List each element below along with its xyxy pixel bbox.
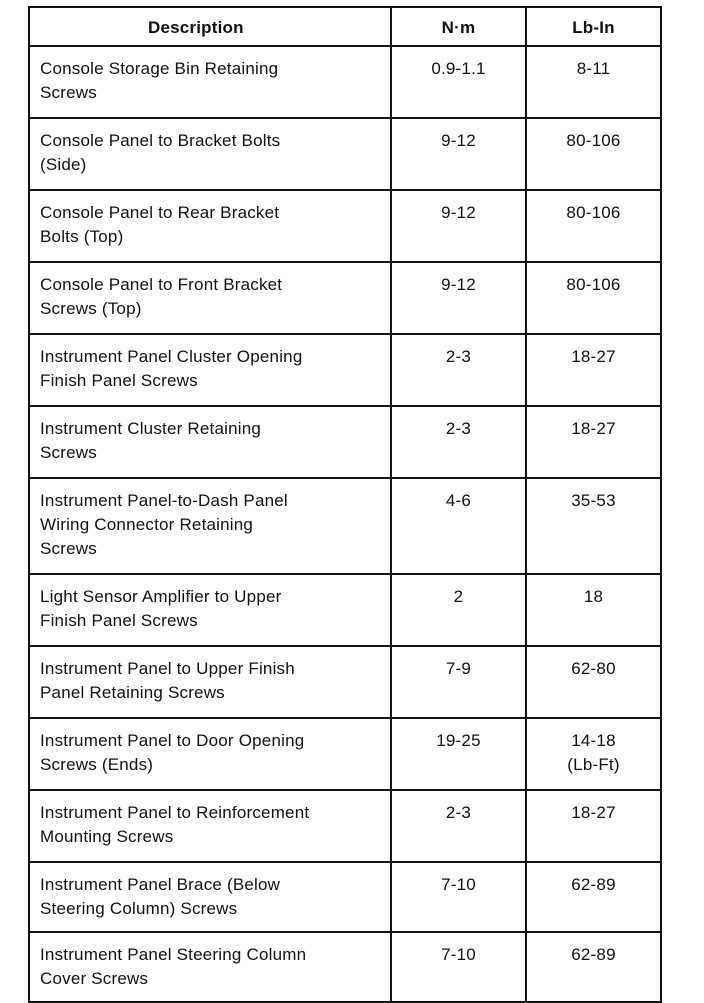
nm-cell: 7-9	[391, 646, 526, 718]
description-line: Instrument Panel Cluster Opening	[40, 347, 303, 366]
lbin-value: 8-11	[576, 59, 611, 78]
description-line: Wiring Connector Retaining	[40, 515, 254, 534]
table-row	[29, 574, 661, 646]
lbin-value: 18-27	[571, 419, 616, 438]
lbin-cell	[526, 262, 661, 334]
description-cell	[29, 190, 391, 262]
nm-cell: 4-6	[391, 478, 526, 574]
description-line: Instrument Panel to Upper Finish	[40, 659, 295, 678]
lbin-cell	[526, 790, 661, 862]
nm-cell: 9-12	[391, 118, 526, 190]
column-header-lbin: Lb-In	[526, 7, 661, 46]
table-row	[29, 334, 661, 406]
nm-cell: 2-3	[391, 790, 526, 862]
nm-cell: 7-10	[391, 932, 526, 1002]
column-header-nm: N·m	[391, 7, 526, 46]
description-line: Instrument Panel to Reinforcement	[40, 803, 310, 822]
lbin-value: 35-53	[571, 491, 616, 510]
description-line: Instrument Panel-to-Dash Panel	[40, 491, 288, 510]
description-line: Console Panel to Rear Bracket	[40, 203, 280, 222]
description-line: Instrument Panel to Door Opening	[40, 731, 305, 750]
column-header-description: Description	[29, 7, 391, 46]
lbin-value: 62-80	[571, 659, 616, 678]
description-line: Console Storage Bin Retaining	[40, 59, 279, 78]
nm-cell: 9-12	[391, 190, 526, 262]
lbin-value: 62-89	[571, 945, 616, 964]
description-cell	[29, 478, 391, 574]
table-row	[29, 646, 661, 718]
lbin-cell	[526, 478, 661, 574]
table-row	[29, 862, 661, 932]
description-line: Screws (Top)	[40, 299, 142, 318]
description-line: Screws (Ends)	[40, 755, 154, 774]
lbin-unit-note: (Lb-Ft)	[567, 755, 620, 774]
description-cell	[29, 790, 391, 862]
description-cell	[29, 718, 391, 790]
description-line: Screws	[40, 83, 97, 102]
description-line: Instrument Panel Brace (Below	[40, 875, 281, 894]
description-cell	[29, 646, 391, 718]
lbin-value: 18	[583, 587, 604, 606]
description-cell	[29, 334, 391, 406]
description-line: Light Sensor Amplifier to Upper	[40, 587, 282, 606]
header-row	[29, 7, 661, 46]
description-cell	[29, 262, 391, 334]
description-line: Console Panel to Front Bracket	[40, 275, 283, 294]
description-line: Bolts (Top)	[40, 227, 124, 246]
table-row	[29, 118, 661, 190]
lbin-cell	[526, 190, 661, 262]
lbin-cell	[526, 406, 661, 478]
nm-cell: 19-25	[391, 718, 526, 790]
lbin-cell	[526, 862, 661, 932]
description-line: Cover Screws	[40, 969, 149, 988]
torque-specification-table	[28, 6, 662, 1003]
lbin-value: 18-27	[571, 803, 616, 822]
nm-cell: 2-3	[391, 406, 526, 478]
description-line: (Side)	[40, 155, 87, 174]
lbin-cell	[526, 646, 661, 718]
table-row	[29, 718, 661, 790]
table-row	[29, 406, 661, 478]
lbin-value: 80-106	[566, 275, 621, 294]
description-line: Panel Retaining Screws	[40, 683, 225, 702]
lbin-value: 80-106	[566, 203, 621, 222]
lbin-cell	[526, 46, 661, 118]
description-line: Screws	[40, 443, 97, 462]
description-line: Instrument Panel Steering Column	[40, 945, 307, 964]
description-cell	[29, 932, 391, 1002]
lbin-value: 80-106	[566, 131, 621, 150]
nm-cell: 0.9-1.1	[391, 46, 526, 118]
description-line: Finish Panel Screws	[40, 371, 198, 390]
lbin-cell	[526, 118, 661, 190]
table-header	[29, 7, 661, 46]
description-cell	[29, 46, 391, 118]
table-body	[29, 46, 661, 1002]
lbin-value: 62-89	[571, 875, 616, 894]
nm-cell: 7-10	[391, 862, 526, 932]
description-line: Instrument Cluster Retaining	[40, 419, 262, 438]
table-row	[29, 932, 661, 1002]
description-cell	[29, 118, 391, 190]
description-cell	[29, 862, 391, 932]
lbin-cell	[526, 574, 661, 646]
table-row	[29, 190, 661, 262]
description-cell	[29, 406, 391, 478]
description-line: Screws	[40, 539, 97, 558]
lbin-value: 14-18	[571, 731, 616, 750]
description-cell	[29, 574, 391, 646]
table-row	[29, 262, 661, 334]
nm-cell: 2	[391, 574, 526, 646]
lbin-value: 18-27	[571, 347, 616, 366]
description-line: Console Panel to Bracket Bolts	[40, 131, 281, 150]
nm-cell: 2-3	[391, 334, 526, 406]
table-row	[29, 46, 661, 118]
description-line: Steering Column) Screws	[40, 899, 238, 918]
description-line: Mounting Screws	[40, 827, 174, 846]
lbin-cell	[526, 718, 661, 790]
nm-cell: 9-12	[391, 262, 526, 334]
lbin-cell	[526, 932, 661, 1002]
description-line: Finish Panel Screws	[40, 611, 198, 630]
lbin-cell	[526, 334, 661, 406]
table-row	[29, 790, 661, 862]
table-row	[29, 478, 661, 574]
